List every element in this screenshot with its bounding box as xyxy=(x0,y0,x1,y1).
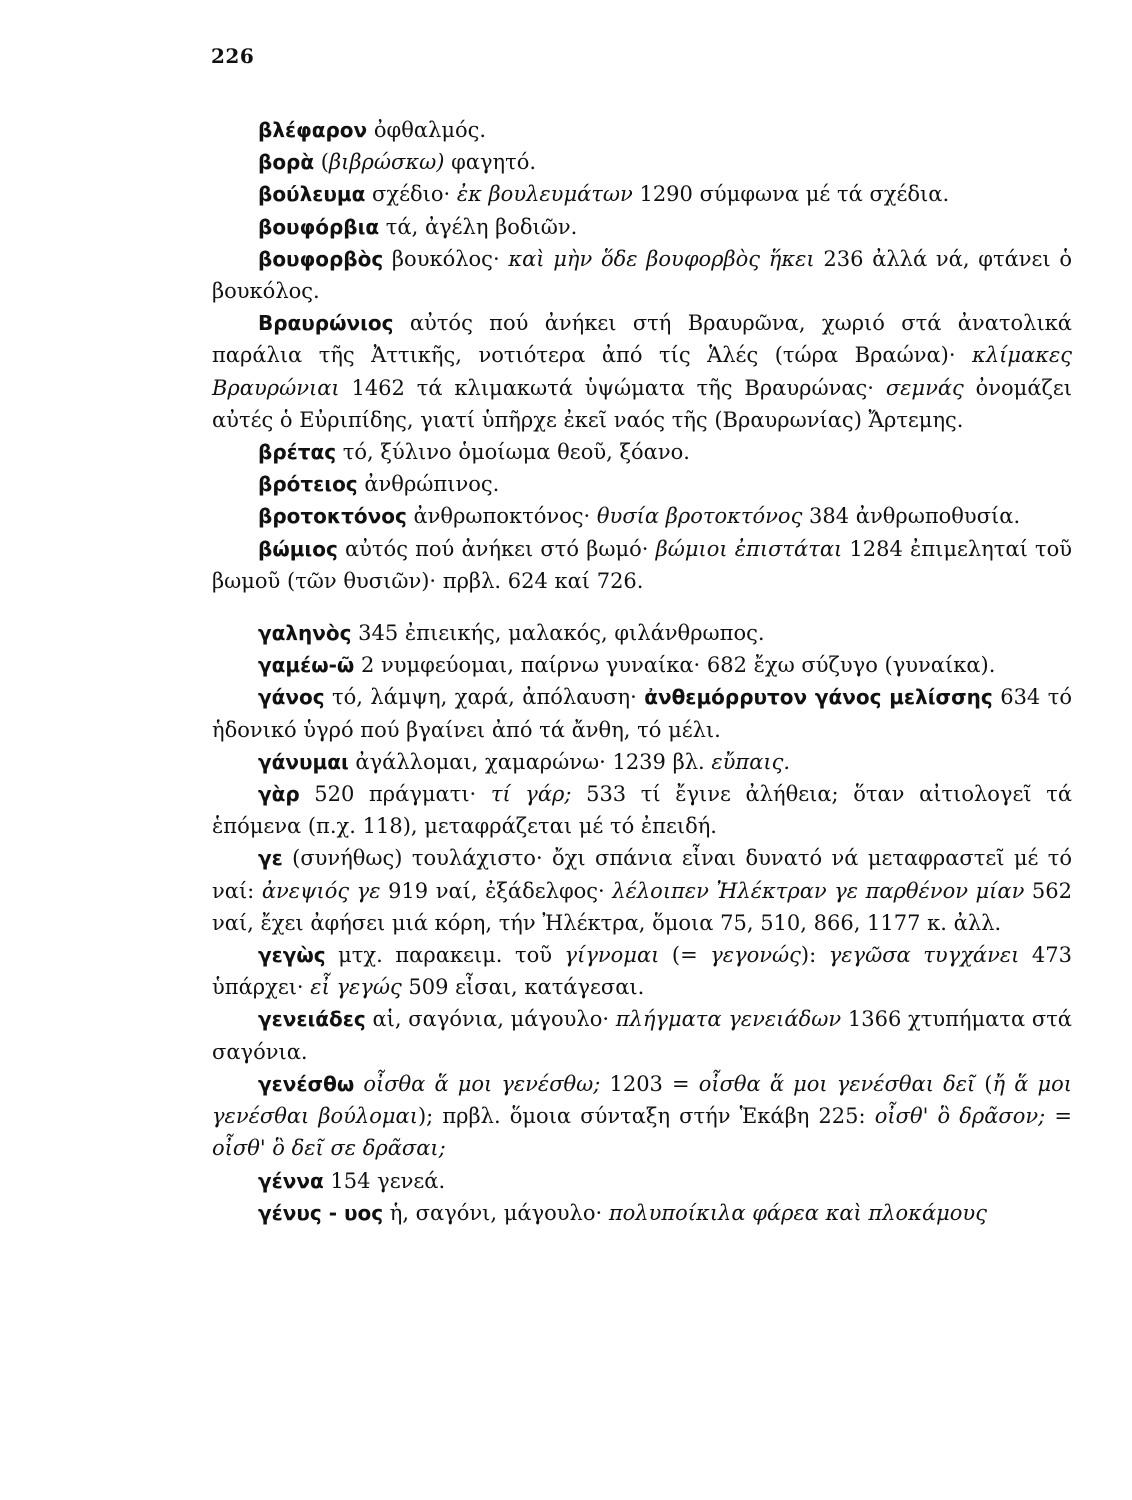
entry-quotation: ἤ ἅ μοι γενέσθαι βούλομαι xyxy=(212,1071,1072,1129)
glossary-entry xyxy=(212,468,1072,500)
entry-definition: ἀνθρώπινος. xyxy=(357,472,500,497)
entry-quotation: σεμνάς xyxy=(885,375,964,400)
glossary-entries xyxy=(212,114,1072,1229)
glossary-entry xyxy=(212,842,1072,939)
entry-quotation: βιβρώσκω) xyxy=(329,150,445,175)
glossary-entry xyxy=(212,211,1072,243)
entry-quotation: εὔπαις. xyxy=(711,749,791,774)
entry-definition: τά, ἀγέλη βοδιῶν. xyxy=(379,214,578,239)
entry-headword: βουφορβὸς xyxy=(258,246,384,271)
entry-headword: γάνος xyxy=(258,685,325,710)
entry-headword: βορὰ xyxy=(258,150,315,175)
entry-headword: βρέτας xyxy=(258,440,337,465)
entry-headword: βροτοκτόνος xyxy=(258,504,407,529)
entry-headword: γεγὼς xyxy=(258,943,326,968)
entry-headword: γενειάδες xyxy=(258,1007,366,1032)
entry-definition: 2 νυμφεύομαι, παίρνω γυναίκα· 682 ἔχω σύζυγο (γυναίκα). xyxy=(354,653,996,678)
entry-definition: τό, ξύλινο ὁμοίωμα θεοῦ, ξόανο. xyxy=(336,440,690,465)
glossary-entry xyxy=(212,307,1072,436)
entry-quotation: οἶσθ' ὃ δρᾶσον; xyxy=(874,1104,1046,1129)
glossary-entry xyxy=(212,778,1072,842)
entry-definition: 634 τό ἡδονικό ὑγρό πού βγαίνει ἀπό τά ἄνθη, τό μέλι. xyxy=(212,685,1072,742)
entry-definition: 533 τί ἔγινε ἀλήθεια; ὅταν αἰτιολογεῖ τά ἑπόμενα (π.χ. 118), μεταφράζεται μέ τό ἐπειδή. xyxy=(212,782,1072,839)
entry-headword: Βραυρώνιος xyxy=(258,311,394,336)
glossary-entry xyxy=(212,436,1072,468)
entry-headword: γενέσθω xyxy=(258,1071,355,1096)
entry-definition: ( xyxy=(975,1071,993,1096)
entry-quotation: γεγονώς xyxy=(710,943,801,968)
glossary-entry xyxy=(212,1165,1072,1197)
glossary-entry xyxy=(212,178,1072,210)
entry-definition xyxy=(354,1072,363,1096)
entry-definition: ὀφθαλμός. xyxy=(367,118,487,142)
entry-definition: ἀνθρωποκτόνος· xyxy=(406,504,597,529)
entry-quotation: θυσία βροτοκτόνος xyxy=(596,504,803,529)
entry-quotation: ἀνεψιός γε xyxy=(261,878,381,903)
entry-quotation: τί γάρ; xyxy=(490,782,572,807)
glossary-entry xyxy=(212,243,1072,307)
entry-definition: ὀνομάζει αὐτές ὁ Εὐριπίδης, γιατί ὑπῆρχε ἐκεῖ ναός τῆς (Βραυρωνίας) Ἄρτεμης. xyxy=(212,375,1072,432)
entry-quotation: οἶσθα ἅ μοι γενέσθαι δεῖ xyxy=(698,1071,976,1096)
entry-definition: 236 ἀλλά νά, φτάνει ὁ βουκόλος. xyxy=(212,246,1073,304)
entry-definition: ( xyxy=(314,150,329,175)
entry-headword: βλέφαρον xyxy=(258,118,368,142)
entry-definition: 154 γενεά. xyxy=(323,1168,446,1193)
entry-quotation: πλήγματα γενειάδων xyxy=(615,1007,842,1032)
entry-definition: 1203 = xyxy=(600,1071,699,1096)
entry-definition: 345 ἐπιεικής, μαλακός, φιλάνθρωπος. xyxy=(351,621,765,646)
entry-headword: γὰρ xyxy=(258,782,300,807)
entry-definition: 1284 ἐπιμεληταί τοῦ βωμοῦ (τῶν θυσιῶν)· πρβλ. 624 καί 726. xyxy=(212,536,1072,593)
entry-quotation: οἶσθα ἅ μοι γενέσθω; xyxy=(363,1071,601,1096)
entry-definition: τό, λάμψη, χαρά, ἀπόλαυση· xyxy=(324,685,645,710)
entry-definition: ἀγάλλομαι, χαμαρώνω· 1239 βλ. xyxy=(348,749,712,774)
entry-headword: βουφόρβια xyxy=(258,214,380,239)
entry-definition: μτχ. παρακειμ. τοῦ xyxy=(325,943,565,968)
entry-headword: γαληνὸς xyxy=(258,621,352,646)
entry-quotation: οἶσθ' ὃ δεῖ σε δρᾶσαι; xyxy=(212,1136,446,1161)
entry-quotation: ἐκ βουλευμάτων xyxy=(456,182,633,207)
glossary-entry xyxy=(212,146,1072,178)
glossary-entry xyxy=(212,1068,1072,1165)
glossary-entry xyxy=(212,500,1072,532)
entry-headword: γε xyxy=(258,846,283,871)
glossary-entry xyxy=(212,617,1072,649)
entry-quotation: πολυποίκιλα φάρεα καὶ πλοκάμους xyxy=(608,1200,987,1225)
page-number: 226 xyxy=(211,44,255,68)
entry-headword: βώμιος xyxy=(258,536,338,561)
glossary-entry xyxy=(212,114,1072,146)
entry-headword: γένυς - υος xyxy=(258,1200,384,1225)
entry-definition: ); πρβλ. ὅμοια σύνταξη στήν Ἑκάβη 225: xyxy=(417,1104,875,1129)
entry-quotation: βώμιοι ἐπιστάται xyxy=(655,536,843,561)
entry-bold-quotation: ἀνθεμόρρυτον γάνος μελίσσης xyxy=(644,685,993,710)
glossary-entry xyxy=(212,1003,1072,1067)
entry-quotation: γίγνομαι xyxy=(564,943,660,968)
entry-definition: φαγητό. xyxy=(444,150,537,175)
entry-definition: σχέδιο· xyxy=(365,182,457,207)
entry-definition: (= xyxy=(659,943,711,968)
entry-headword: γαμέω-ῶ xyxy=(258,653,355,678)
entry-definition: 562 ναί, ἔχει ἀφήσει μιά κόρη, τήν Ἠλέκτρα, ὅμοια 75, 510, 866, 1177 κ. ἀλλ. xyxy=(212,878,1072,935)
entry-definition: ἡ, σαγόνι, μάγουλο· xyxy=(383,1200,609,1225)
entry-quotation: εἶ γεγώς xyxy=(310,975,402,1000)
entry-quotation: καὶ μὴν ὅδε βουφορβὸς ἥκει xyxy=(508,246,815,271)
glossary-entry xyxy=(212,939,1072,1003)
entry-quotation: γεγῶσα τυγχάνει xyxy=(828,943,1020,968)
glossary-entry xyxy=(212,649,1072,681)
entry-definition: ): xyxy=(800,943,829,968)
entry-definition: 1366 χτυπήματα στά σαγόνια. xyxy=(212,1007,1072,1064)
entry-definition: = xyxy=(1045,1104,1072,1129)
entry-definition: 520 πράγματι· xyxy=(299,782,491,807)
letter-section-gap xyxy=(212,597,1072,617)
entry-headword: γέννα xyxy=(258,1168,324,1193)
entry-definition: αὐτός πού ἀνήκει στή Βραυρῶνα, χωριό στά ἀνατολικά παράλια τῆς Ἀττικῆς, νοτιότερα ἀπό τίς Ἁλές (τώρα Βραώνα)· xyxy=(212,311,1072,368)
entry-headword: γάνυμαι xyxy=(258,749,349,774)
entry-definition: (συνήθως) τουλάχιστο· ὄχι σπάνια εἶναι δυνατό νά μεταφραστεῖ μέ τό ναί: xyxy=(212,846,1072,903)
entry-definition: 473 ὑπάρχει· xyxy=(212,943,1073,1000)
entry-headword: βούλευμα xyxy=(258,182,366,207)
entry-definition: 1462 τά κλιμακωτά ὑψώματα τῆς Βραυρώνας· xyxy=(339,375,886,400)
entry-quotation: κλίμακες Βραυρώνιαι xyxy=(212,343,1072,400)
entry-definition: 919 ναί, ἐξάδελφος· xyxy=(380,878,613,903)
glossary-entry xyxy=(212,746,1072,778)
entry-definition: 1290 σύμφωνα μέ τά σχέδια. xyxy=(632,182,950,207)
glossary-entry xyxy=(212,681,1072,745)
glossary-entry xyxy=(212,1197,1072,1229)
entry-quotation: λέλοιπεν Ἠλέκτραν γε παρθένον μίαν xyxy=(612,878,1025,903)
entry-definition: βουκόλος· xyxy=(383,246,509,271)
entry-definition: 384 ἀνθρωποθυσία. xyxy=(802,504,1021,529)
entry-definition: αἱ, σαγόνια, μάγουλο· xyxy=(365,1007,616,1032)
entry-definition: αὐτός πού ἀνήκει στό βωμό· xyxy=(337,536,656,561)
entry-headword: βρότειος xyxy=(258,472,358,497)
entry-definition: 509 εἶσαι, κατάγεσαι. xyxy=(401,975,645,1000)
glossary-entry xyxy=(212,533,1072,597)
